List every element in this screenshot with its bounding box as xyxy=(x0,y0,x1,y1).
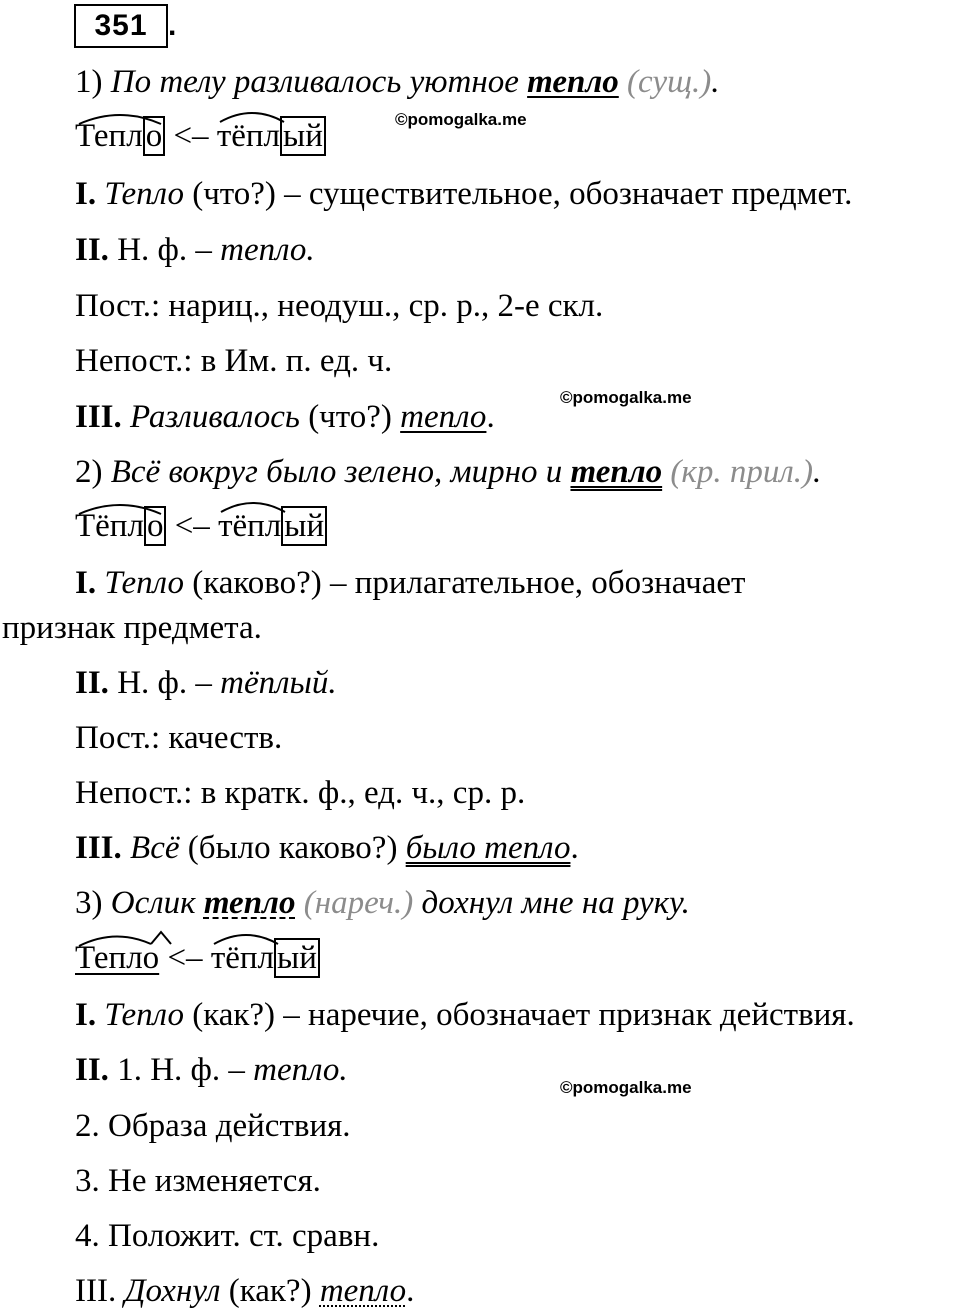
key-word: тепло xyxy=(570,454,663,490)
part-2-3: II. 1. Н. ф. – тепло. xyxy=(75,1052,348,1088)
morpheme-analysis-2: Тёпло <– тёплый xyxy=(75,508,327,544)
watermark: ©pomogalka.me xyxy=(395,110,527,129)
constant-features-2: Пост.: качеств. xyxy=(75,720,283,756)
ending-box: о xyxy=(144,506,167,546)
task-number-dot: . xyxy=(168,9,177,42)
part-3-2: III. Всё (было каково?) было тепло. xyxy=(75,830,579,866)
key-word: тепло xyxy=(203,885,296,921)
nonconstant-features-2: Непост.: в кратк. ф., ед. ч., ср. р. xyxy=(75,775,526,811)
list-item: 2. Образа действия. xyxy=(75,1108,351,1144)
root-arc xyxy=(211,930,281,950)
part-2-1: II. Н. ф. – тепло. xyxy=(75,232,315,268)
part-1-1: I. Тепло (что?) – существительное, обозначает предмет. xyxy=(75,176,853,212)
sentence-1: 1) По телу разливалось уютное тепло (сущ.). xyxy=(75,64,720,100)
part-3-1: III. Разливалось (что?) тепло. xyxy=(75,399,495,435)
morpheme-analysis-3: Тепло <– тёплый xyxy=(75,940,320,976)
task-number: 351 xyxy=(74,4,168,48)
constant-features-1: Пост.: нариц., неодуш., ср. р., 2-е скл. xyxy=(75,288,604,324)
part-1-3: I. Тепло (как?) – наречие, обозначает признак действия. xyxy=(75,997,855,1033)
ending-box: ый xyxy=(274,938,320,978)
root-arc xyxy=(75,110,165,130)
sentence-2: 2) Всё вокруг было зелено, мирно и тепло (кр. прил.). xyxy=(75,454,822,490)
ending-box: о xyxy=(143,116,166,156)
stem-underline: Тепло xyxy=(75,940,160,976)
list-item: 4. Положит. ст. сравн. xyxy=(75,1218,380,1254)
sentence-3: 3) Ослик тепло (нареч.) дохнул мне на руку. xyxy=(75,885,690,921)
nonconstant-features-1: Непост.: в Им. п. ед. ч. xyxy=(75,343,393,379)
part-1-2-cont: признак предмета. xyxy=(2,610,262,646)
root-arc xyxy=(217,108,287,128)
watermark: ©pomogalka.me xyxy=(560,388,692,407)
morpheme-analysis-1: Тепло <– тёплый xyxy=(75,118,326,154)
list-item: 3. Не изменяется. xyxy=(75,1163,321,1199)
part-1-2: I. Тепло (каково?) – прилагательное, обозначает xyxy=(75,565,746,601)
part-2-2: II. Н. ф. – тёплый. xyxy=(75,665,337,701)
ending-box: ый xyxy=(281,506,327,546)
part-3-3: III. Дохнул (как?) тепло. xyxy=(75,1273,415,1309)
ending-box: ый xyxy=(280,116,326,156)
watermark: ©pomogalka.me xyxy=(560,1078,692,1097)
root-arc xyxy=(75,930,175,952)
root-arc xyxy=(75,500,165,520)
root-arc xyxy=(218,498,288,518)
key-word: тепло xyxy=(527,64,619,100)
